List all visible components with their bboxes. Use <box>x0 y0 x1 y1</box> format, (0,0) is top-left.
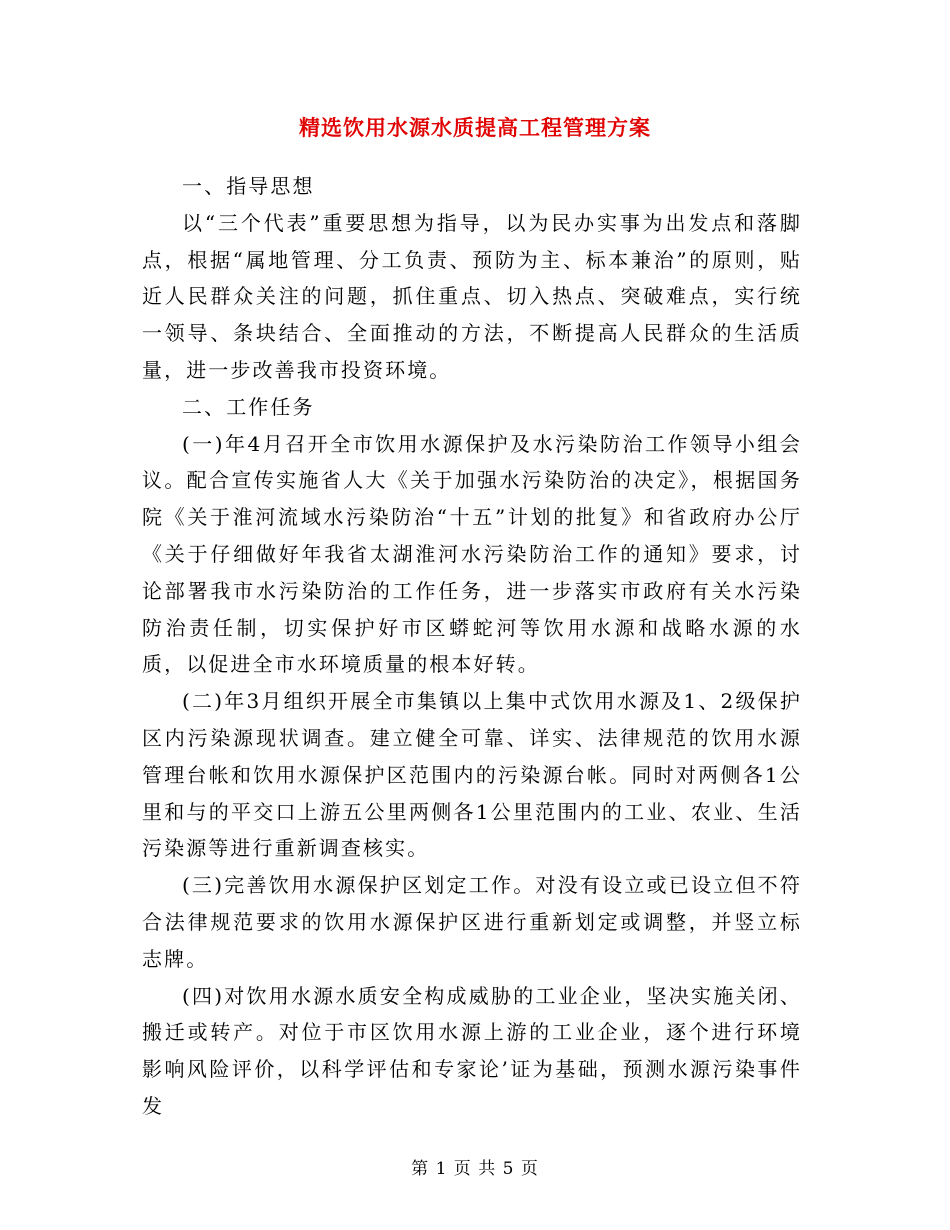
page-number-footer: 第 1 页 共 5 页 <box>411 1159 539 1179</box>
body-paragraph: (二)年3月组织开展全市集镇以上集中式饮用水源及1、2级保护区内污染源现状调查。建立健全可靠、详实、法律规范的饮用水源管理台帐和饮用水源保护区范围内的污染源台帐。同时对两侧各1公里和与的平交口上游五公里两侧各1公里范围内的工业、农业、生活污染源等进行重新调查核实。 <box>142 689 802 861</box>
section-heading-guiding-ideology: 一、指导思想 <box>182 174 315 198</box>
body-paragraph: 以“三个代表”重要思想为指导，以为民办实事为出发点和落脚点，根据“属地管理、分工负责、预防为主、标本兼治”的原则，贴近人民群众关注的问题，抓住重点、切入热点、突破难点，实行统一领导、条块结合、全面推动的方法，不断提高人民群众的生活质量，进一步改善我市投资环境。 <box>142 210 802 382</box>
body-paragraph: (一)年4月召开全市饮用水源保护及水污染防治工作领导小组会议。配合宣传实施省人大《关于加强水污染防治的决定》，根据国务院《关于淮河流域水污染防治“十五”计划的批复》和省政府办公厅《关于仔细做好年我省太湖淮河水污染防治工作的通知》要求，讨论部署我市水污染防治的工作任务，进一步落实市政府有关水污染防治责任制，切实保护好市区蟒蛇河等饮用水源和战略水源的水质，以促进全市水环境质量的根本好转。 <box>142 431 802 677</box>
body-paragraph: (四)对饮用水源水质安全构成威胁的工业企业，坚决实施关闭、搬迁或转产。对位于市区饮用水源上游的工业企业，逐个进行环境影响风险评价，以科学评估和专家论’证为基础，预测水源污染事件发 <box>142 983 802 1118</box>
document-title: 精选饮用水源水质提高工程管理方案 <box>299 116 651 140</box>
section-heading-work-tasks: 二、工作任务 <box>182 394 315 419</box>
document-body <box>142 168 802 1125</box>
body-paragraph: (三)完善饮用水源保护区划定工作。对没有设立或已设立但不符合法律规范要求的饮用水源保护区进行重新划定或调整，并竖立标志牌。 <box>142 873 802 971</box>
